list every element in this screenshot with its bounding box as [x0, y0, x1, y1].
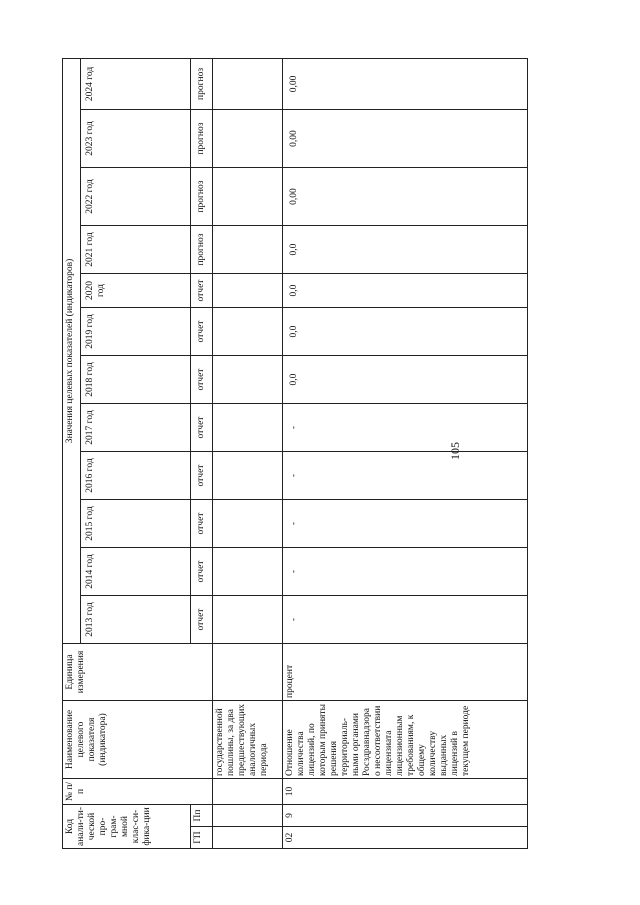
gp-cell: 02	[283, 827, 528, 849]
value-type: прогноз	[191, 226, 213, 274]
year-header: 2016 год	[81, 452, 191, 500]
year-header: 2021 год	[81, 226, 191, 274]
value-cell	[213, 356, 283, 404]
pp-cell	[213, 805, 283, 827]
value-cell: -	[283, 452, 528, 500]
table-row	[283, 58, 528, 848]
value-type: прогноз	[191, 58, 213, 109]
value-type: отчет	[191, 356, 213, 404]
indicator-table	[62, 58, 528, 849]
value-cell: 0,0	[283, 308, 528, 356]
num-cell: 10	[283, 779, 528, 805]
value-type: отчет	[191, 452, 213, 500]
value-cell: -	[283, 596, 528, 644]
value-type: прогноз	[191, 168, 213, 226]
value-type: отчет	[191, 500, 213, 548]
value-cell: -	[283, 548, 528, 596]
year-header: 2017 год	[81, 404, 191, 452]
year-header: 2019 год	[81, 308, 191, 356]
value-cell	[213, 500, 283, 548]
value-cell: 0,00	[283, 58, 528, 109]
value-cell	[213, 110, 283, 168]
value-type: отчет	[191, 308, 213, 356]
value-type: прогноз	[191, 110, 213, 168]
name-cell: Отношение количества лицензий, по которым приняты решения территориаль-ными органами Росздравнадзора о несоответствии лицензиата лицензионным требованиям, к общему количеству выданных лицензий в текущем периоде	[283, 701, 528, 779]
page-number: 105	[448, 442, 462, 460]
rotated-table-wrapper	[62, 59, 528, 849]
value-cell	[213, 58, 283, 109]
code-header: Код анали-ти-ческой про-грам-мной клас-си-фика-ции	[63, 805, 191, 849]
value-cell: 0,00	[283, 168, 528, 226]
year-header: 2018 год	[81, 356, 191, 404]
year-header: 2022 год	[81, 168, 191, 226]
value-type: отчет	[191, 404, 213, 452]
value-type: отчет	[191, 596, 213, 644]
value-cell: -	[283, 500, 528, 548]
value-cell	[213, 548, 283, 596]
value-cell	[213, 452, 283, 500]
gp-subheader: ГП	[191, 827, 213, 849]
values-group-header: Значения целевых показателей (индикаторов)	[63, 58, 81, 643]
num-header: № п/п	[63, 779, 213, 805]
value-cell: 0,0	[283, 274, 528, 308]
num-cell	[213, 779, 283, 805]
value-cell: 0,0	[283, 356, 528, 404]
value-cell	[213, 404, 283, 452]
value-cell	[213, 308, 283, 356]
value-cell: -	[283, 404, 528, 452]
name-cell: государственной пошлины, за два предшествующих аналогичных периода	[213, 701, 283, 779]
year-header: 2020 год	[81, 274, 191, 308]
value-cell	[213, 168, 283, 226]
pp-cell: 9	[283, 805, 528, 827]
pp-subheader: Пп	[191, 805, 213, 827]
year-header: 2023 год	[81, 110, 191, 168]
table-row	[213, 58, 283, 848]
unit-cell	[213, 644, 283, 701]
value-cell	[213, 596, 283, 644]
value-cell	[213, 274, 283, 308]
value-cell: 0,0	[283, 226, 528, 274]
unit-cell: процент	[283, 644, 528, 701]
name-header: Наименование целевого показателя (индикатора)	[63, 701, 213, 779]
value-type: отчет	[191, 274, 213, 308]
unit-header: Единица измерения	[63, 644, 213, 701]
value-type: отчет	[191, 548, 213, 596]
value-cell	[213, 226, 283, 274]
year-header: 2013 год	[81, 596, 191, 644]
year-header: 2014 год	[81, 548, 191, 596]
year-header: 2015 год	[81, 500, 191, 548]
gp-cell	[213, 827, 283, 849]
value-cell: 0,00	[283, 110, 528, 168]
year-header: 2024 год	[81, 58, 191, 109]
